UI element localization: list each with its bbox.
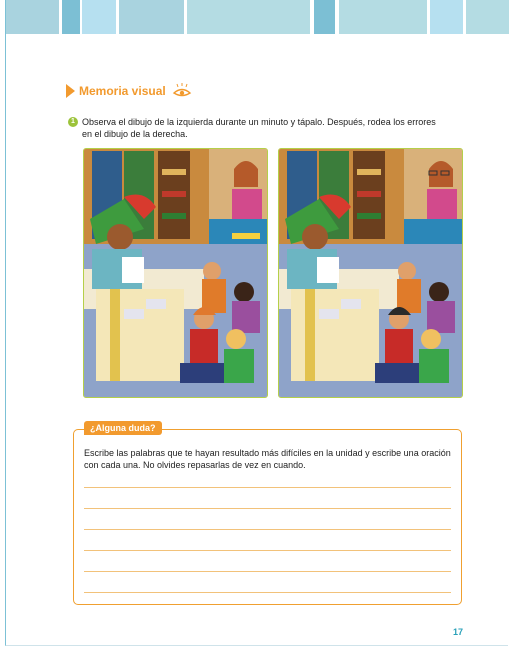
writing-line[interactable]	[84, 571, 451, 572]
doubt-box-instruction: Escribe las palabras que te hayan resultado más difíciles en la unidad y escribe una oración con cada una. No olvides repasarlas de vez en cuando.	[84, 448, 451, 470]
classroom-illustration-with-errors	[279, 149, 463, 398]
writing-line[interactable]	[84, 550, 451, 551]
writing-line[interactable]	[84, 508, 451, 509]
writing-line[interactable]	[84, 487, 451, 488]
play-arrow-icon	[66, 84, 75, 98]
doubt-box-title: ¿Alguna duda?	[84, 421, 162, 435]
exercise-1	[68, 116, 448, 140]
picture-right	[278, 148, 463, 398]
writing-line[interactable]	[84, 529, 451, 530]
page-number: 17	[452, 627, 463, 637]
exercise-instruction: Observa el dibujo de la izquierda durante un minuto y tápalo. Después, rodea los errores en el dibujo de la derecha.	[82, 117, 436, 139]
writing-line[interactable]	[84, 592, 451, 593]
exercise-number: 1	[68, 117, 78, 127]
header-color-bar	[0, 0, 509, 34]
section-heading	[66, 82, 192, 100]
classroom-illustration-original	[84, 149, 268, 398]
picture-left	[83, 148, 268, 398]
eye-icon	[172, 83, 192, 99]
section-title: Memoria visual	[79, 84, 166, 98]
